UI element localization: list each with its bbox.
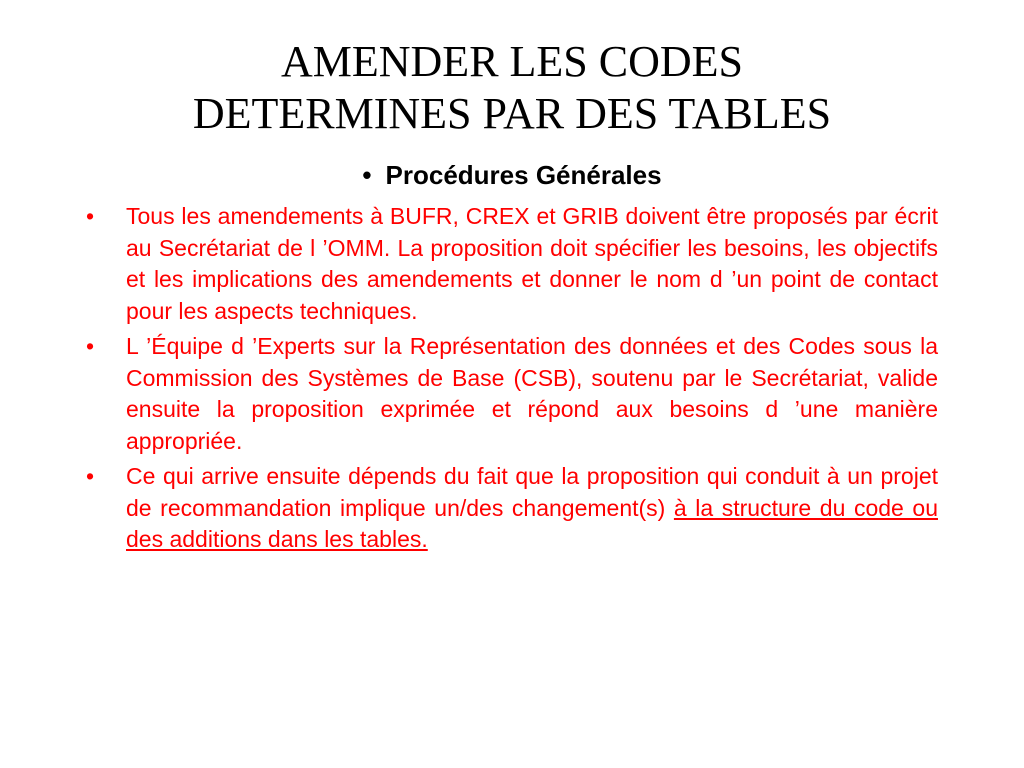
bullet-icon: • <box>86 463 95 489</box>
bullet-item <box>82 331 938 457</box>
bullet-text: Tous les amendements à BUFR, CREX et GRIB doivent être proposés par écrit au Secrétariat de l ’OMM. La proposition doit spécifier les besoins, les objectifs et les implications des amendements et donner le nom d ’un point de contact pour les aspects techniques. <box>126 203 938 324</box>
bullet-icon: • <box>86 333 95 359</box>
bullet-text: L ’Équipe d ’Experts sur la Représentation des données et des Codes sous la Commission des Systèmes de Base (CSB), soutenu par le Secrétariat, valide ensuite la proposition exprimée et répond aux besoins d ’une manière appropriée. <box>126 333 938 454</box>
slide-title-line-1: AMENDER LES CODES <box>280 37 744 86</box>
section-subtitle <box>0 158 1024 192</box>
subtitle-text: Procédures Générales <box>385 160 662 190</box>
bullet-text-underlined: à la structure du code ou des additions dans les tables. <box>126 494 938 552</box>
bullet-text <box>126 461 938 556</box>
slide-title <box>60 36 964 140</box>
bullet-icon: • <box>86 203 95 229</box>
slide-title-line-2: DETERMINES PAR DES TABLES <box>192 89 832 138</box>
bullet-icon: • <box>362 160 372 190</box>
bullet-item <box>82 461 938 556</box>
bullet-text-plain: Ce qui arrive ensuite dépends du fait que la proposition qui conduit à un projet de recommandation implique un/des changement(s) <box>126 463 938 521</box>
bullet-list <box>82 201 938 560</box>
bullet-item <box>82 201 938 327</box>
